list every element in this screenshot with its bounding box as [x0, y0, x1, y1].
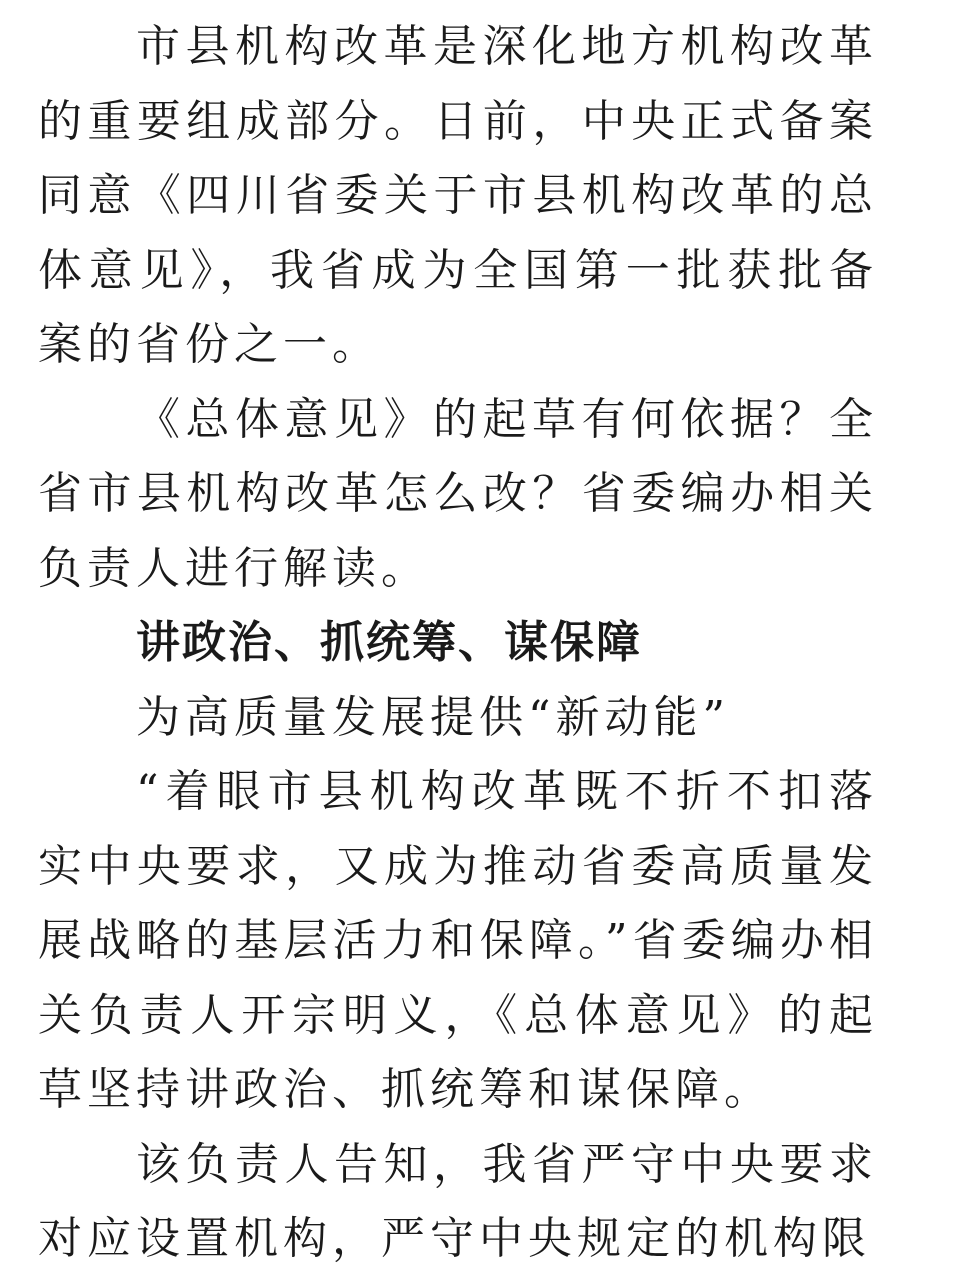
quote-paragraph: “着眼市县机构改革既不折不扣落实中央要求，又成为推动省委高质量发展战略的基层活力和保障。”省委编办相关负责人开宗明义，《总体意见》的起草坚持讲政治、抓统筹和谋保障。 — [38, 766, 878, 1115]
intro-question-paragraph: 《总体意见》的起草有何依据？全省市县机构改革怎么改？省委编办相关负责人进行解读。 — [38, 393, 878, 594]
body-paragraph: 该负责人告知，我省严守中央要求对应设置机构，严守中央规定的机构限 — [38, 1138, 878, 1264]
article-body — [38, 10, 878, 1277]
section-headline: 讲政治、抓统筹、谋保障 — [136, 617, 642, 668]
section-subheadline: 为高质量发展提供“新动能” — [136, 691, 730, 743]
intro-paragraph: 市县机构改革是深化地方机构改革的重要组成部分。日前，中央正式备案同意《四川省委关于市县机构改革的总体意见》，我省成为全国第一批获批备案的省份之一。 — [38, 21, 878, 370]
